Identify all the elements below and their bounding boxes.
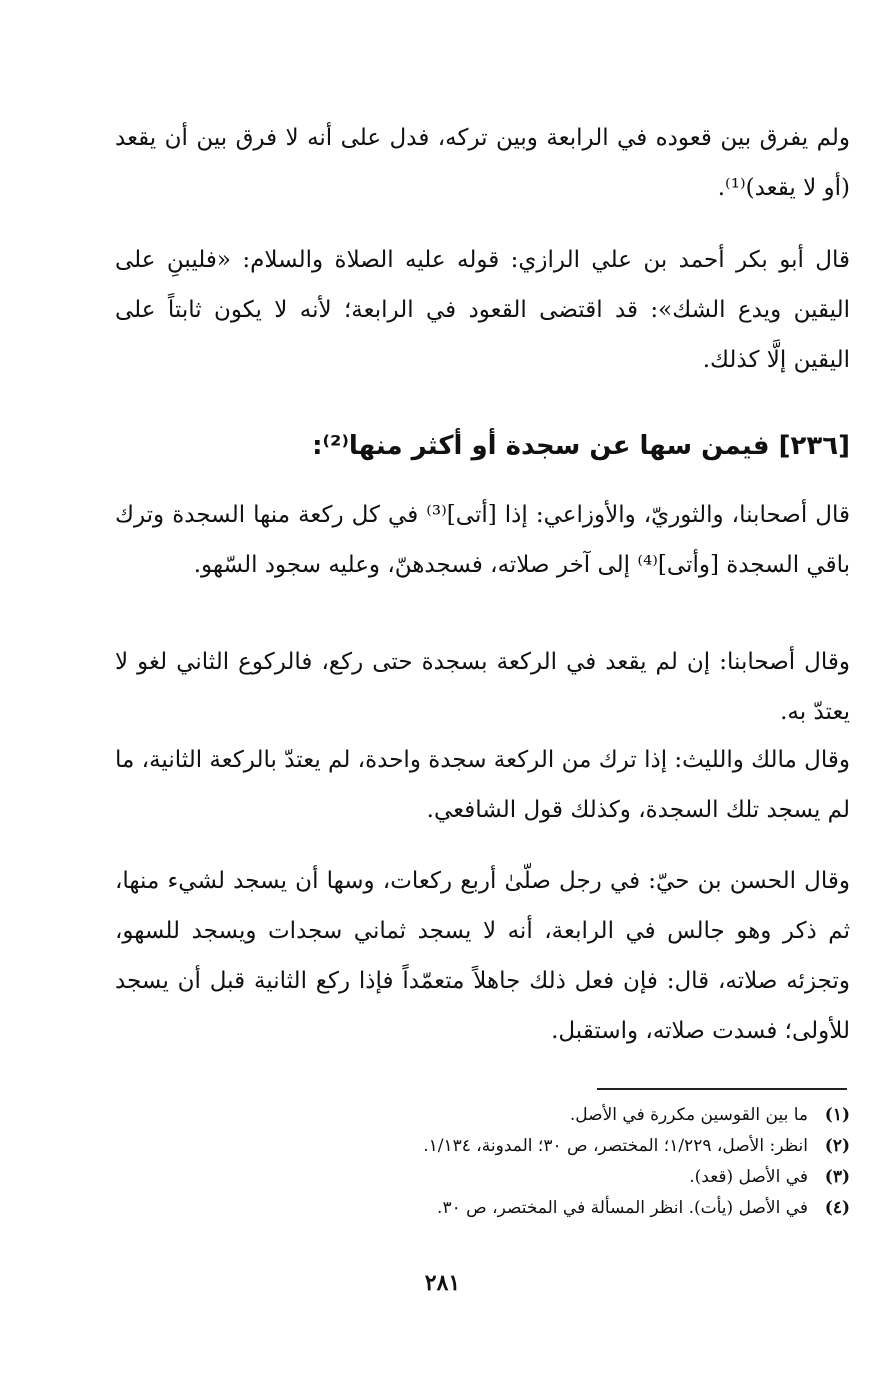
footnote-number: (٢) [824, 1136, 850, 1156]
footnote-3 [115, 1162, 850, 1193]
paragraph-1: ولم يفرق بين قعوده في الرابعة وبين تركه، فدل على أنه لا فرق بين أن يقعد (أو لا يقعد)⁽¹⁾. [115, 125, 851, 201]
footnotes [115, 1100, 850, 1224]
paragraph-5: وقال مالك والليث: إذا ترك من الركعة سجدة واحدة، لم يعتدّ بالركعة الثانية، ما لم يسجد تلك السجدة، وكذلك قول الشافعي. [115, 747, 850, 823]
paragraph-6: وقال الحسن بن حيّ: في رجل صلّىٰ أربع ركعات، وسها أن يسجد لشيء منها، ثم ذكر وهو جالس في الرابعة، أنه لا يسجد ثماني سجدات ويسجد للسهو، وتجزئه صلاته، قال: فإن فعل ذلك جاهلاً متعمّداً فإذا ركع الثانية قبل أن يسجد للأولى؛ فسدت صلاته، واستقبل. [115, 868, 850, 1044]
footnote-text: انظر: الأصل، ١/٢٢٩؛ المختصر، ص ٣٠؛ المدونة، ١/١٣٤. [423, 1136, 808, 1156]
footnote-text: في الأصل (قعد). [689, 1167, 808, 1187]
footnote-divider [597, 1088, 847, 1090]
footnote-1 [115, 1100, 850, 1131]
section-heading: [٢٣٦] فيمن سها عن سجدة أو أكثر منها⁽²⁾: [312, 431, 850, 461]
footnote-text: ما بين القوسين مكررة في الأصل. [569, 1105, 808, 1125]
page-number: ٢٨١ [424, 1270, 461, 1296]
paragraph-3: قال أصحابنا، والثوريّ، والأوزاعي: إذا [أتى]⁽³⁾ في كل ركعة منها السجدة وترك باقي السجدة [وأتى]⁽⁴⁾ إلى آخر صلاته، فسجدهنّ، وعليه سجود السّهو. [115, 502, 850, 578]
footnote-2 [115, 1131, 850, 1162]
footnote-number: (٣) [824, 1167, 850, 1187]
footnote-4 [115, 1193, 850, 1224]
footnote-number: (٤) [824, 1198, 850, 1218]
paragraph-2: قال أبو بكر أحمد بن علي الرازي: قوله عليه الصلاة والسلام: «فليبنِ على اليقين ويدع الشك»: قد اقتضى القعود في الرابعة؛ لأنه لا يكون ثابتاً على اليقين إلَّا كذلك. [115, 247, 850, 373]
paragraph-4: وقال أصحابنا: إن لم يقعد في الركعة بسجدة حتى ركع، فالركوع الثاني لغو لا يعتدّ به. [115, 649, 850, 725]
footnote-number: (١) [824, 1105, 850, 1125]
footnote-text: في الأصل (يأت). انظر المسألة في المختصر، ص ٣٠. [437, 1198, 808, 1218]
